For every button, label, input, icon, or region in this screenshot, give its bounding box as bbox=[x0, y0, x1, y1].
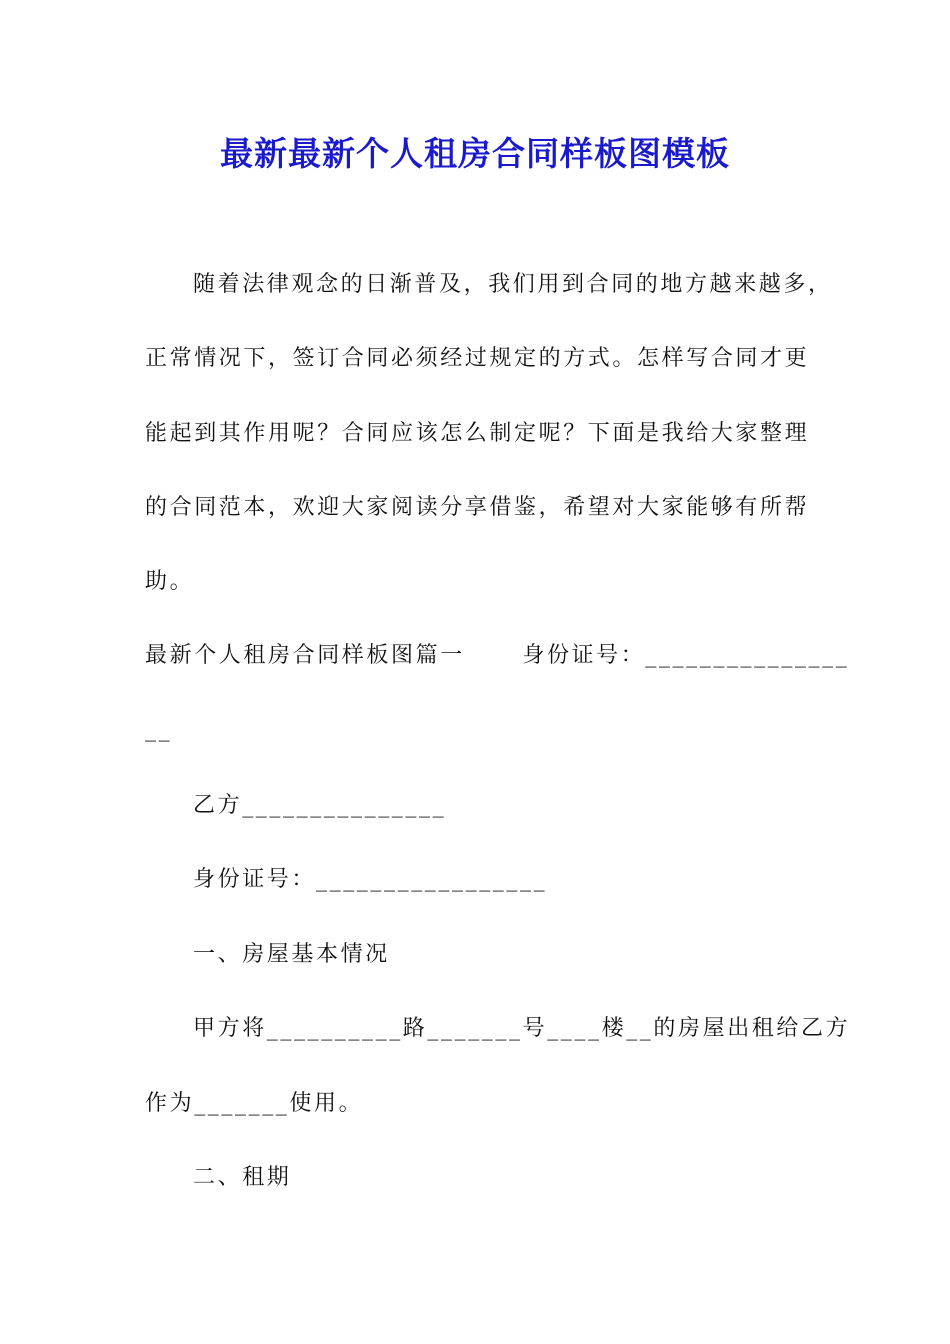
party-b-id-line: 身份证号：_________________ bbox=[193, 867, 548, 892]
intro-paragraph-line-1: 随着法律观念的日渐普及，我们用到合同的地方越来越多， bbox=[193, 272, 833, 297]
clause-2-title: 二、租期 bbox=[193, 1165, 292, 1190]
party-b-line: 乙方_______________ bbox=[193, 793, 447, 818]
clause-1-title: 一、房屋基本情况 bbox=[193, 942, 390, 967]
clause-1-text-line-2: 作为_______使用。 bbox=[145, 1091, 364, 1116]
intro-paragraph-line-2: 正常情况下，签订合同必须经过规定的方式。怎样写合同才更 bbox=[145, 346, 810, 371]
document-title: 最新最新个人租房合同样板图模板 bbox=[220, 134, 730, 173]
section-heading-line: 最新个人租房合同样板图篇一 身份证号：_______________ bbox=[145, 643, 850, 668]
section-heading-continuation: __ bbox=[145, 717, 173, 742]
clause-1-text-line-1: 甲方将__________路_______号____楼__的房屋出租给乙方 bbox=[193, 1016, 851, 1041]
intro-paragraph-line-3: 能起到其作用呢？合同应该怎么制定呢？下面是我给大家整理 bbox=[145, 421, 810, 446]
intro-paragraph-line-4: 的合同范本，欢迎大家阅读分享借鉴，希望对大家能够有所帮 bbox=[145, 495, 810, 520]
intro-paragraph-line-5: 助。 bbox=[145, 569, 195, 594]
